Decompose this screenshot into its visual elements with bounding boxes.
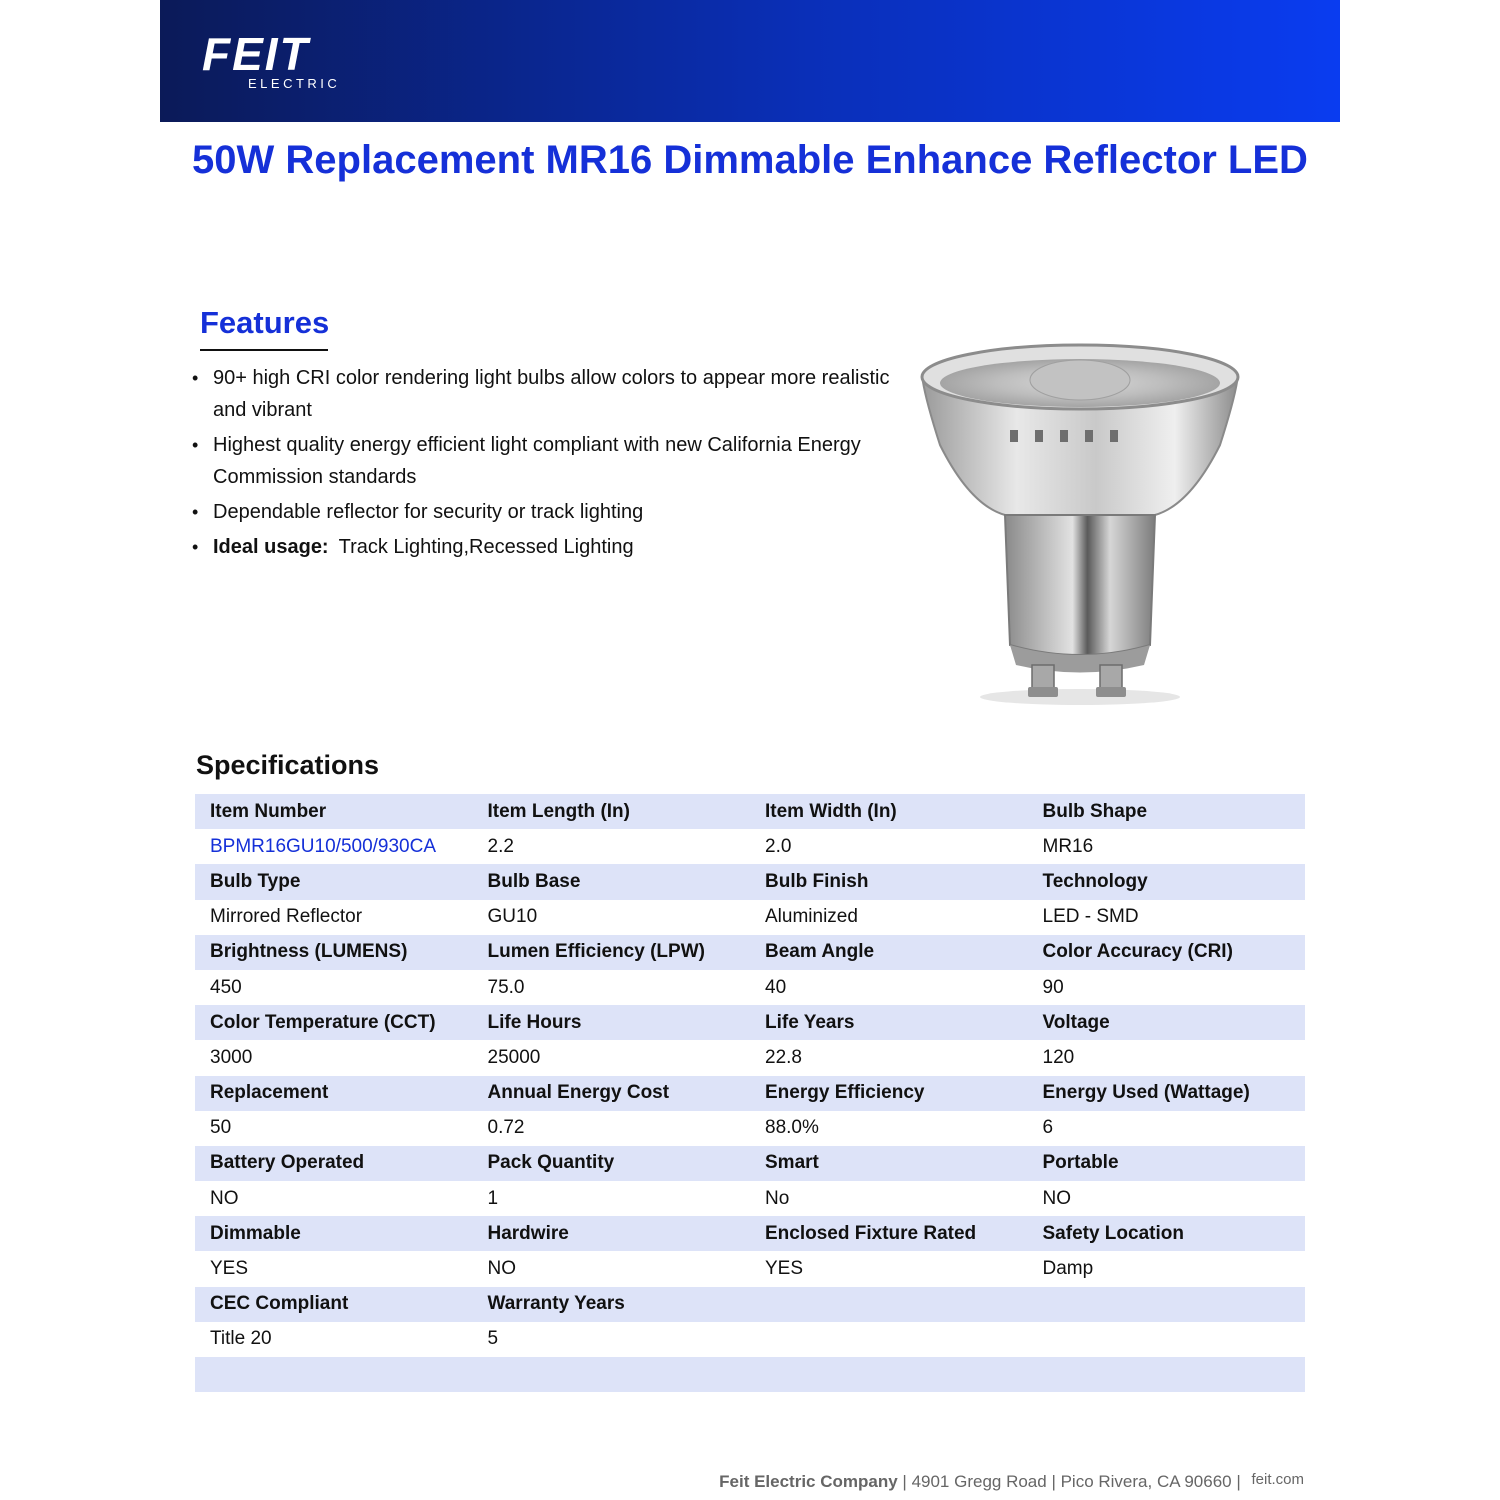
spec-value: Mirrored Reflector [195,900,473,935]
specifications-heading: Specifications [196,750,380,780]
spec-empty-cell [1028,1357,1306,1392]
spec-label: Bulb Finish [750,864,1028,899]
spec-label-row [195,864,1305,899]
spec-value: 2.0 [750,829,1028,864]
spec-label: Warranty Years [473,1287,751,1322]
spec-label-row [195,1146,1305,1181]
logo-subtitle: ELECTRIC [248,76,341,91]
spec-label: Hardwire [473,1216,751,1251]
spec-label-row [195,794,1305,829]
spec-label: Annual Energy Cost [473,1076,751,1111]
spec-value: 90 [1028,970,1306,1005]
spec-value-row [195,1251,1305,1286]
spec-label: Safety Location [1028,1216,1306,1251]
spec-value: 2.2 [473,829,751,864]
spec-value-row [195,900,1305,935]
features-heading: Features [200,305,328,351]
spec-value: YES [195,1251,473,1286]
spec-label-row [195,1005,1305,1040]
spec-label: Item Number [195,794,473,829]
spec-value: 6 [1028,1111,1306,1146]
feature-item: • 90+ high CRI color rendering light bulbs allow colors to appear more realistic and vibrant [190,362,890,426]
spec-label: Dimmable [195,1216,473,1251]
spec-value: 5 [473,1322,751,1357]
spec-value: Title 20 [195,1322,473,1357]
spec-value: YES [750,1251,1028,1286]
spec-value: 88.0% [750,1111,1028,1146]
spec-value: No [750,1181,1028,1216]
spec-label: Beam Angle [750,935,1028,970]
feature-item-ideal-usage [190,531,890,563]
spec-label: CEC Compliant [195,1287,473,1322]
footer-company: Feit Electric Company [719,1472,898,1491]
spec-label: Bulb Shape [1028,794,1306,829]
spec-label: Voltage [1028,1005,1306,1040]
spec-label-row [195,1076,1305,1111]
spec-value: 1 [473,1181,751,1216]
spec-value: 50 [195,1111,473,1146]
spec-value-row [195,1111,1305,1146]
spec-label [1028,1287,1306,1322]
spec-value: NO [195,1181,473,1216]
spec-value: 3000 [195,1040,473,1075]
spec-value: 22.8 [750,1040,1028,1075]
spec-value: 120 [1028,1040,1306,1075]
spec-label [750,1287,1028,1322]
spec-empty-row [195,1357,1305,1392]
spec-label: Replacement [195,1076,473,1111]
spec-label: Bulb Type [195,864,473,899]
spec-value: Damp [1028,1251,1306,1286]
spec-value-row [195,829,1305,864]
logo-wordmark: FEIT [202,30,310,80]
spec-label: Item Width (In) [750,794,1028,829]
footer-address: | 4901 Gregg Road | Pico Rivera, CA 90660 | [897,1472,1246,1491]
spec-value: GU10 [473,900,751,935]
spec-value: 40 [750,970,1028,1005]
spec-label: Energy Efficiency [750,1076,1028,1111]
spec-value-row [195,1322,1305,1357]
spec-value [1028,1322,1306,1357]
spec-label: Color Accuracy (CRI) [1028,935,1306,970]
spec-label-row [195,1287,1305,1322]
spec-label-row [195,1216,1305,1251]
spec-empty-cell [750,1357,1028,1392]
header-banner [160,0,1340,122]
spec-label: Lumen Efficiency (LPW) [473,935,751,970]
feit-electric-logo [200,30,380,94]
spec-value: 450 [195,970,473,1005]
spec-label: Enclosed Fixture Rated [750,1216,1028,1251]
spec-value: NO [1028,1181,1306,1216]
spec-label: Color Temperature (CCT) [195,1005,473,1040]
spec-value-row [195,1040,1305,1075]
spec-value: Aluminized [750,900,1028,935]
specifications-table [195,794,1305,1392]
product-title: 50W Replacement MR16 Dimmable Enhance Reflector LED [192,138,1308,182]
spec-value[interactable]: BPMR16GU10/500/930CA [195,829,473,864]
spec-value-row [195,1181,1305,1216]
spec-label-row [195,935,1305,970]
ideal-usage-value: Track Lighting,Recessed Lighting [338,536,634,558]
spec-value: 0.72 [473,1111,751,1146]
spec-empty-cell [195,1357,473,1392]
spec-label: Life Hours [473,1005,751,1040]
spec-label: Life Years [750,1005,1028,1040]
feature-item: • Highest quality energy efficient light compliant with new California Energy Commission standards [190,429,890,493]
spec-value: NO [473,1251,751,1286]
spec-label: Bulb Base [473,864,751,899]
ideal-usage-label: Ideal usage: [213,536,329,558]
footer [719,1472,1304,1492]
spec-value: 75.0 [473,970,751,1005]
spec-value-row [195,970,1305,1005]
spec-label: Pack Quantity [473,1146,751,1181]
spec-label: Battery Operated [195,1146,473,1181]
spec-label: Portable [1028,1146,1306,1181]
spec-label: Brightness (LUMENS) [195,935,473,970]
spec-label: Energy Used (Wattage) [1028,1076,1306,1111]
spec-value: MR16 [1028,829,1306,864]
feature-item: • Dependable reflector for security or track lighting [190,496,890,528]
spec-label: Technology [1028,864,1306,899]
spec-value: 25000 [473,1040,751,1075]
spec-value [750,1322,1028,1357]
bulb-product-image [910,335,1250,710]
spec-label: Smart [750,1146,1028,1181]
spec-empty-cell [473,1357,751,1392]
features-list [190,362,890,566]
spec-value: LED - SMD [1028,900,1306,935]
footer-website[interactable]: feit.com [1251,1471,1304,1488]
spec-label: Item Length (In) [473,794,751,829]
